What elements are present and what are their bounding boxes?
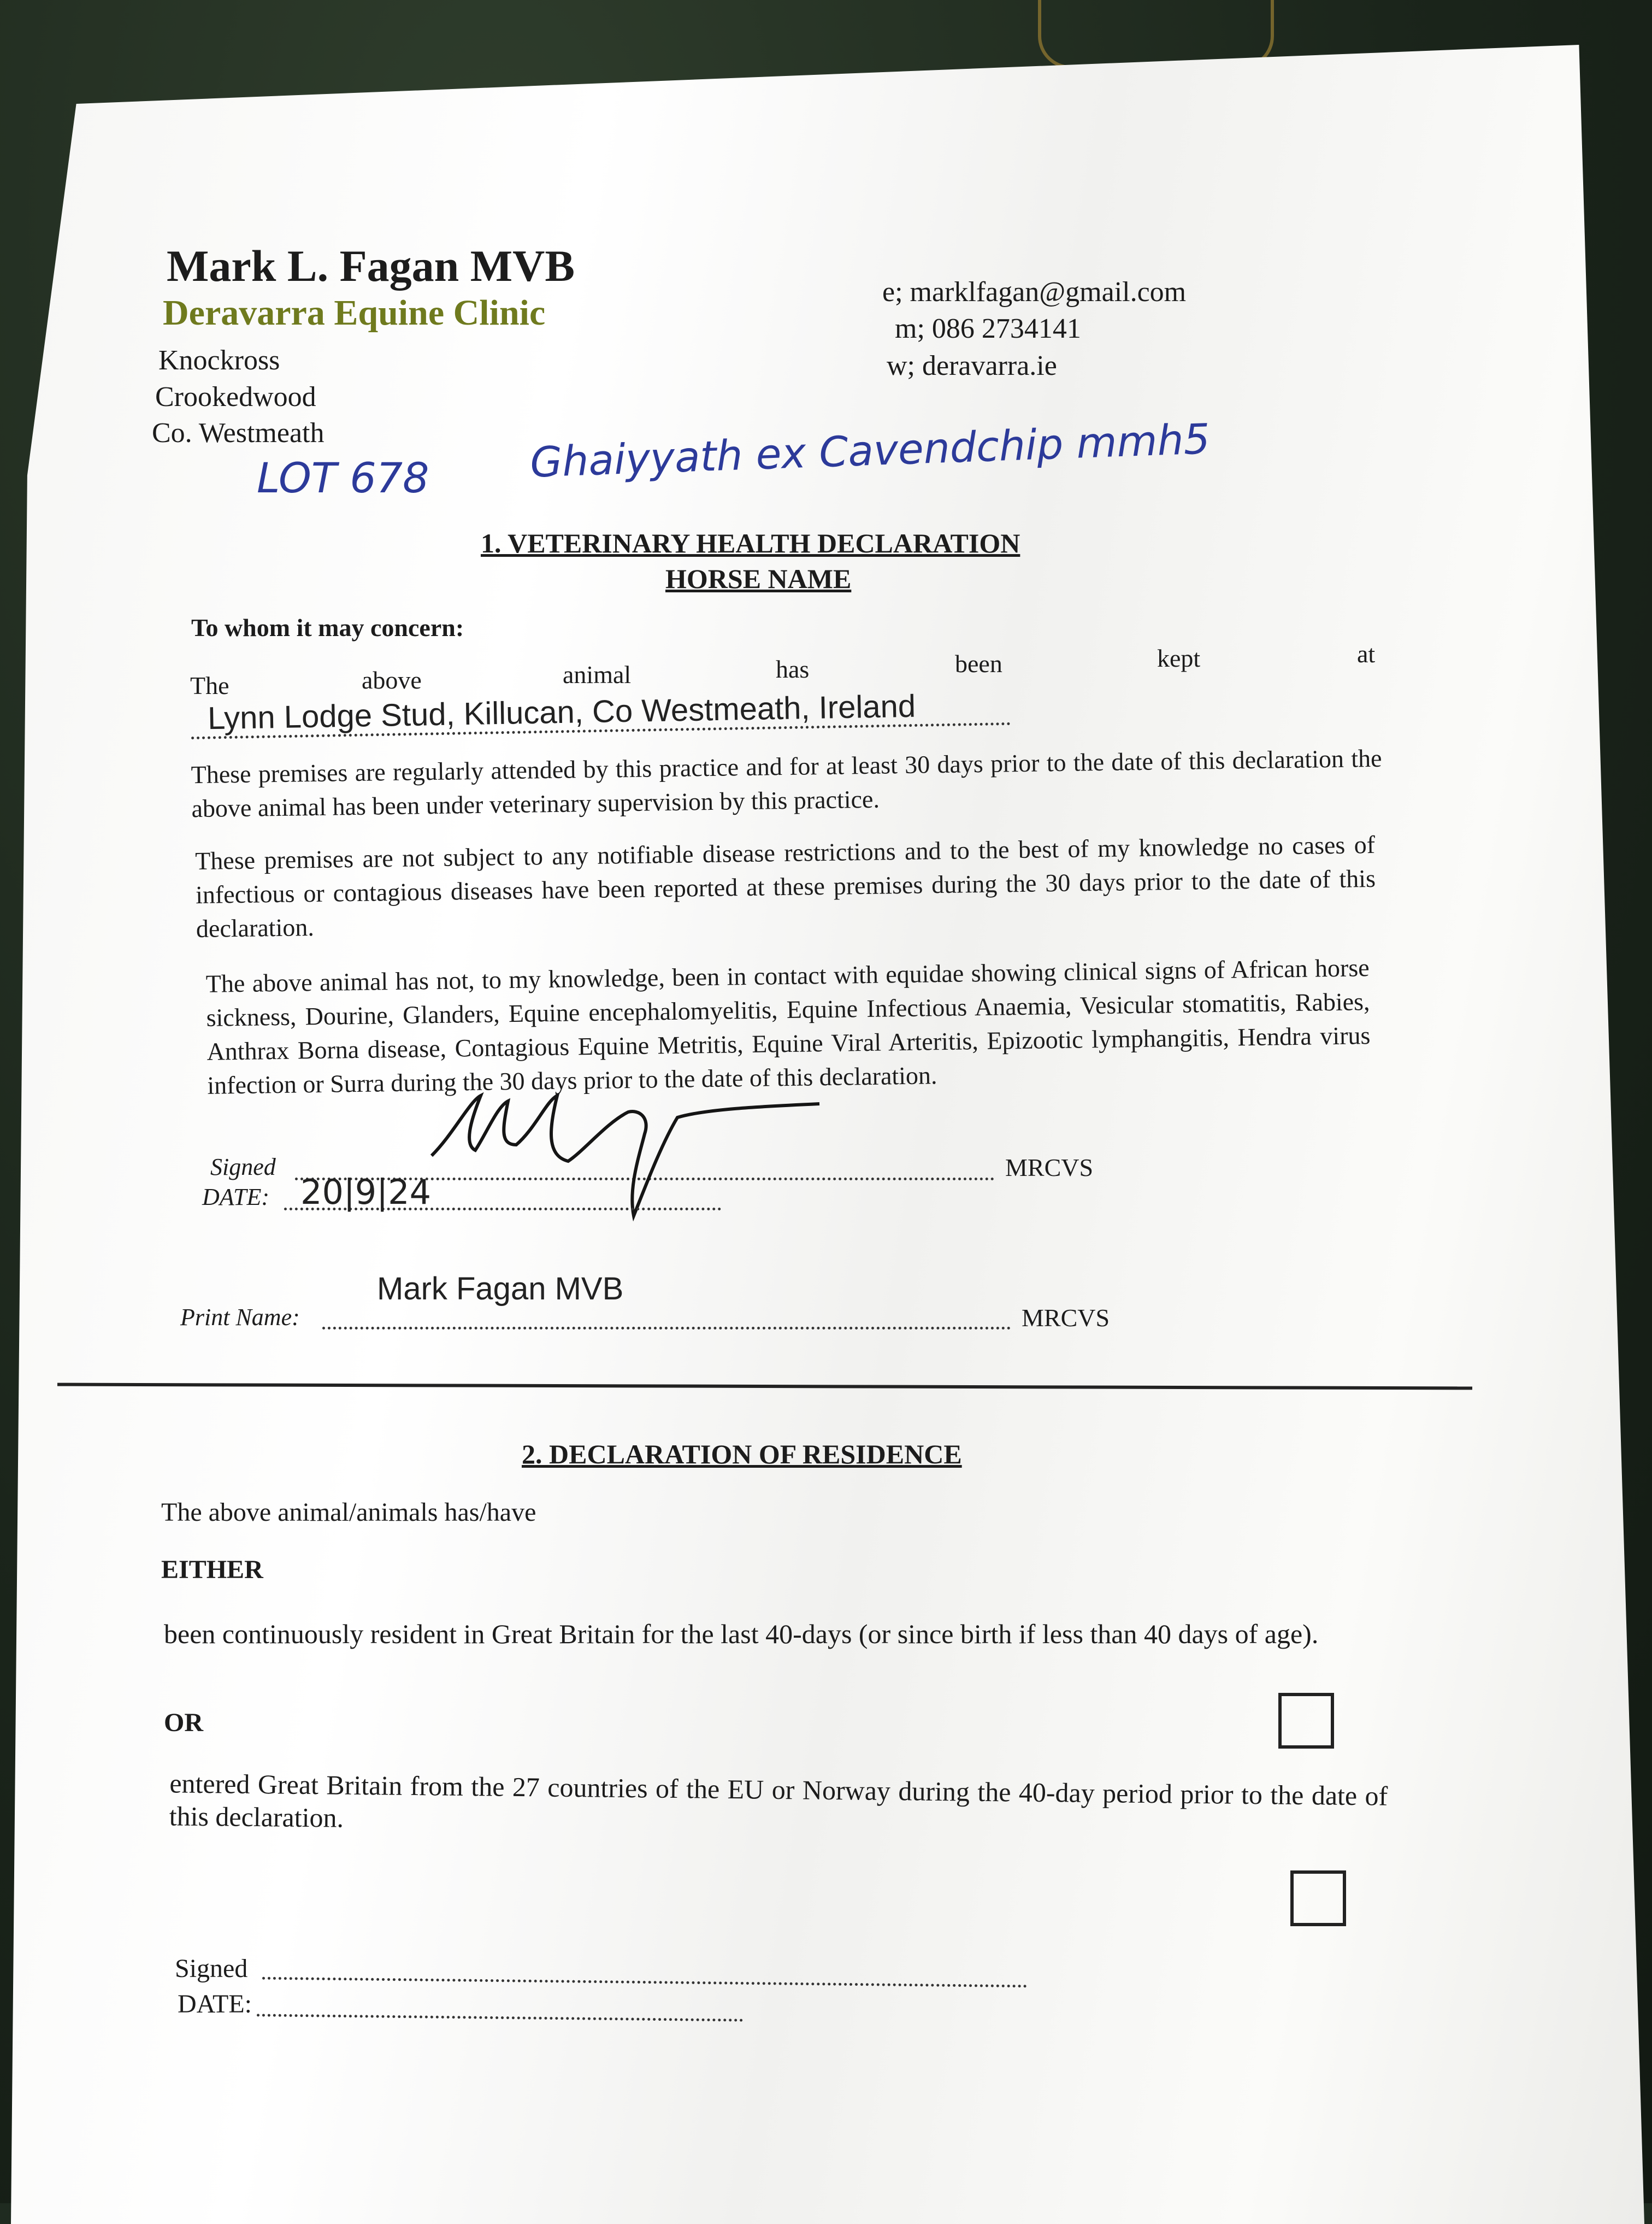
- print-name-value: Mark Fagan MVB: [377, 1271, 624, 1307]
- kept-word: animal: [563, 661, 632, 689]
- kept-word: at: [1357, 640, 1376, 668]
- option-entered: entered Great Britain from the 27 countries of the EU or Norway during the 40-day period prior to the date of this declaration.: [169, 1768, 1388, 1833]
- premises-value: Lynn Lodge Stud, Killucan, Co Westmeath, Ireland: [207, 688, 916, 737]
- section1-subtitle: HORSE NAME: [665, 563, 852, 594]
- or-label: OR: [164, 1708, 203, 1737]
- kept-word: kept: [1157, 644, 1201, 672]
- print-name-label: Print Name:: [180, 1304, 300, 1331]
- clinic-name: Deravarra Equine Clinic: [163, 293, 546, 333]
- address-line-1: Knockross: [158, 345, 280, 376]
- section2-title: 2. DECLARATION OF RESIDENCE: [522, 1439, 962, 1469]
- handwritten-lot: LOT 678: [257, 454, 429, 502]
- paragraph-supervision: These premises are regularly attended by this practice and for at least 30 days prior to the date of this declaration the above animal has been under veterinary supervision by this practice.: [191, 744, 1382, 823]
- signed-mrcvs: MRCVS: [1005, 1154, 1094, 1181]
- kept-word: been: [955, 650, 1002, 678]
- address-line-3: Co. Westmeath: [152, 417, 324, 449]
- either-label: EITHER: [161, 1555, 263, 1584]
- handwritten-signature: [421, 1079, 836, 1221]
- option-resident: been continuously resident in Great Britain for the last 40-days (or since birth if less than 40 days of age).: [164, 1619, 1319, 1649]
- residence-intro: The above animal/animals has/have: [161, 1498, 536, 1527]
- greeting: To whom it may concern:: [191, 614, 464, 642]
- kept-word: above: [362, 666, 422, 694]
- paragraph-disease-contact: The above animal has not, to my knowledge, been in contact with equidae showing clinical signs of African horse sickness, Dourine, Glanders, Equine encephalomyelitis, Equine Infectious Anaemia, Vesicular stomatitis, Rabies, Anthrax Borna disease, Contagious Equine Metritis, Equine Viral Arteritis, Epizootic lymphangitis, Hendra virus infection or Surra during the 30 days prior to the date of this declaration.: [205, 954, 1371, 1099]
- kept-word: has: [776, 655, 810, 683]
- contact-web: w; deravarra.ie: [887, 350, 1057, 381]
- handwritten-horse-name: Ghaiyyath ex Cavendchip mmh5: [529, 414, 1211, 487]
- vet-name: Mark L. Fagan MVB: [167, 241, 575, 291]
- date-label: DATE:: [202, 1184, 270, 1210]
- print-mrcvs: MRCVS: [1022, 1304, 1110, 1332]
- section1-title: 1. VETERINARY HEALTH DECLARATION: [481, 528, 1020, 558]
- signed-label: Signed: [210, 1154, 276, 1180]
- checkbox-resident[interactable]: [1278, 1693, 1334, 1749]
- checkbox-entered[interactable]: [1290, 1870, 1346, 1926]
- print-name-dotted-line: [322, 1327, 1011, 1329]
- address-line-2: Crookedwood: [155, 381, 316, 413]
- kept-word: The: [190, 672, 229, 699]
- section2-signed-label: Signed: [175, 1954, 248, 1983]
- handwritten-date: 20|9|24: [300, 1172, 432, 1212]
- paragraph-restrictions: These premises are not subject to any notifiable disease restrictions and to the best of my knowledge no cases of infectious or contagious diseases have been reported at these premises during the 30 days prior to the date of this declaration.: [194, 830, 1376, 943]
- contact-email: e; marklfagan@gmail.com: [882, 276, 1187, 308]
- section2-date-label: DATE:: [178, 1990, 252, 2019]
- contact-mobile: m; 086 2734141: [895, 313, 1081, 344]
